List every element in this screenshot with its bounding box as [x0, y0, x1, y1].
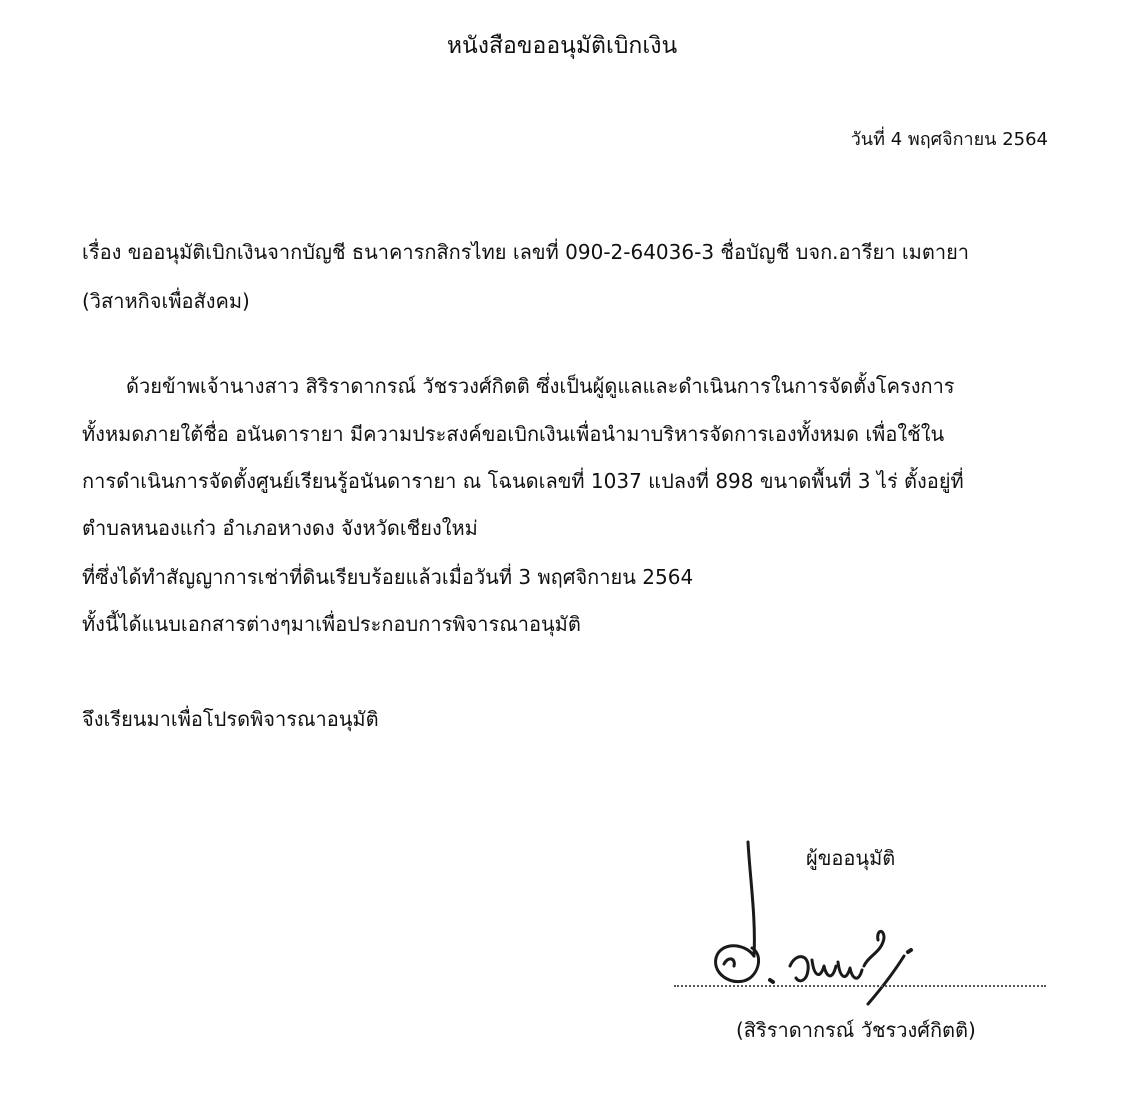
document-title: หนังสือขออนุมัติเบิกเงิน	[446, 33, 678, 59]
body-paragraph-line-1: ด้วยข้าพเจ้านางสาว สิริราดากรณ์ วัชรวงศ์กิตติ ซึ่งเป็นผู้ดูแลและดำเนินการในการจัดตั้งโครงการ	[126, 374, 955, 398]
handwritten-signature	[690, 838, 930, 1008]
body-paragraph-line-5: ที่ซึ่งได้ทำสัญญาการเช่าที่ดินเรียบร้อยแล้วเมื่อวันที่ 3 พฤศจิกายน 2564	[82, 565, 694, 589]
signature-dotted-line	[674, 985, 1046, 987]
closing-line: จึงเรียนมาเพื่อโปรดพิจารณาอนุมัติ	[82, 707, 379, 731]
body-paragraph-line-3: การดำเนินการจัดตั้งศูนย์เรียนรู้อนันดารายา ณ โฉนดเลขที่ 1037 แปลงที่ 898 ขนาดพื้นที่ 3 ไร่ ตั้งอยู่ที่	[82, 469, 964, 493]
body-paragraph-line-6: ทั้งนี้ได้แนบเอกสารต่างๆมาเพื่อประกอบการพิจารณาอนุมัติ	[82, 612, 581, 636]
approver-label: ผู้ขออนุมัติ	[806, 846, 896, 870]
body-paragraph-line-2: ทั้งหมดภายใต้ชื่อ อนันดารายา มีความประสงค์ขอเบิกเงินเพื่อนำมาบริหารจัดการเองทั้งหมด เพื่อใช้ใน	[82, 422, 945, 446]
body-paragraph-line-4: ตำบลหนองแก๋ว อำเภอหางดง จังหวัดเชียงใหม่	[82, 516, 478, 540]
signer-name: (สิริราดากรณ์ วัชรวงศ์กิตติ)	[736, 1018, 976, 1042]
document-date: วันที่ 4 พฤศจิกายน 2564	[850, 129, 1048, 150]
subject-line-1: เรื่อง ขออนุมัติเบิกเงินจากบัญชี ธนาคารกสิกรไทย เลขที่ 090-2-64036-3 ชื่อบัญชี บจก.อารียา เมตายา	[82, 240, 970, 264]
subject-line-2: (วิสาหกิจเพื่อสังคม)	[82, 289, 250, 313]
